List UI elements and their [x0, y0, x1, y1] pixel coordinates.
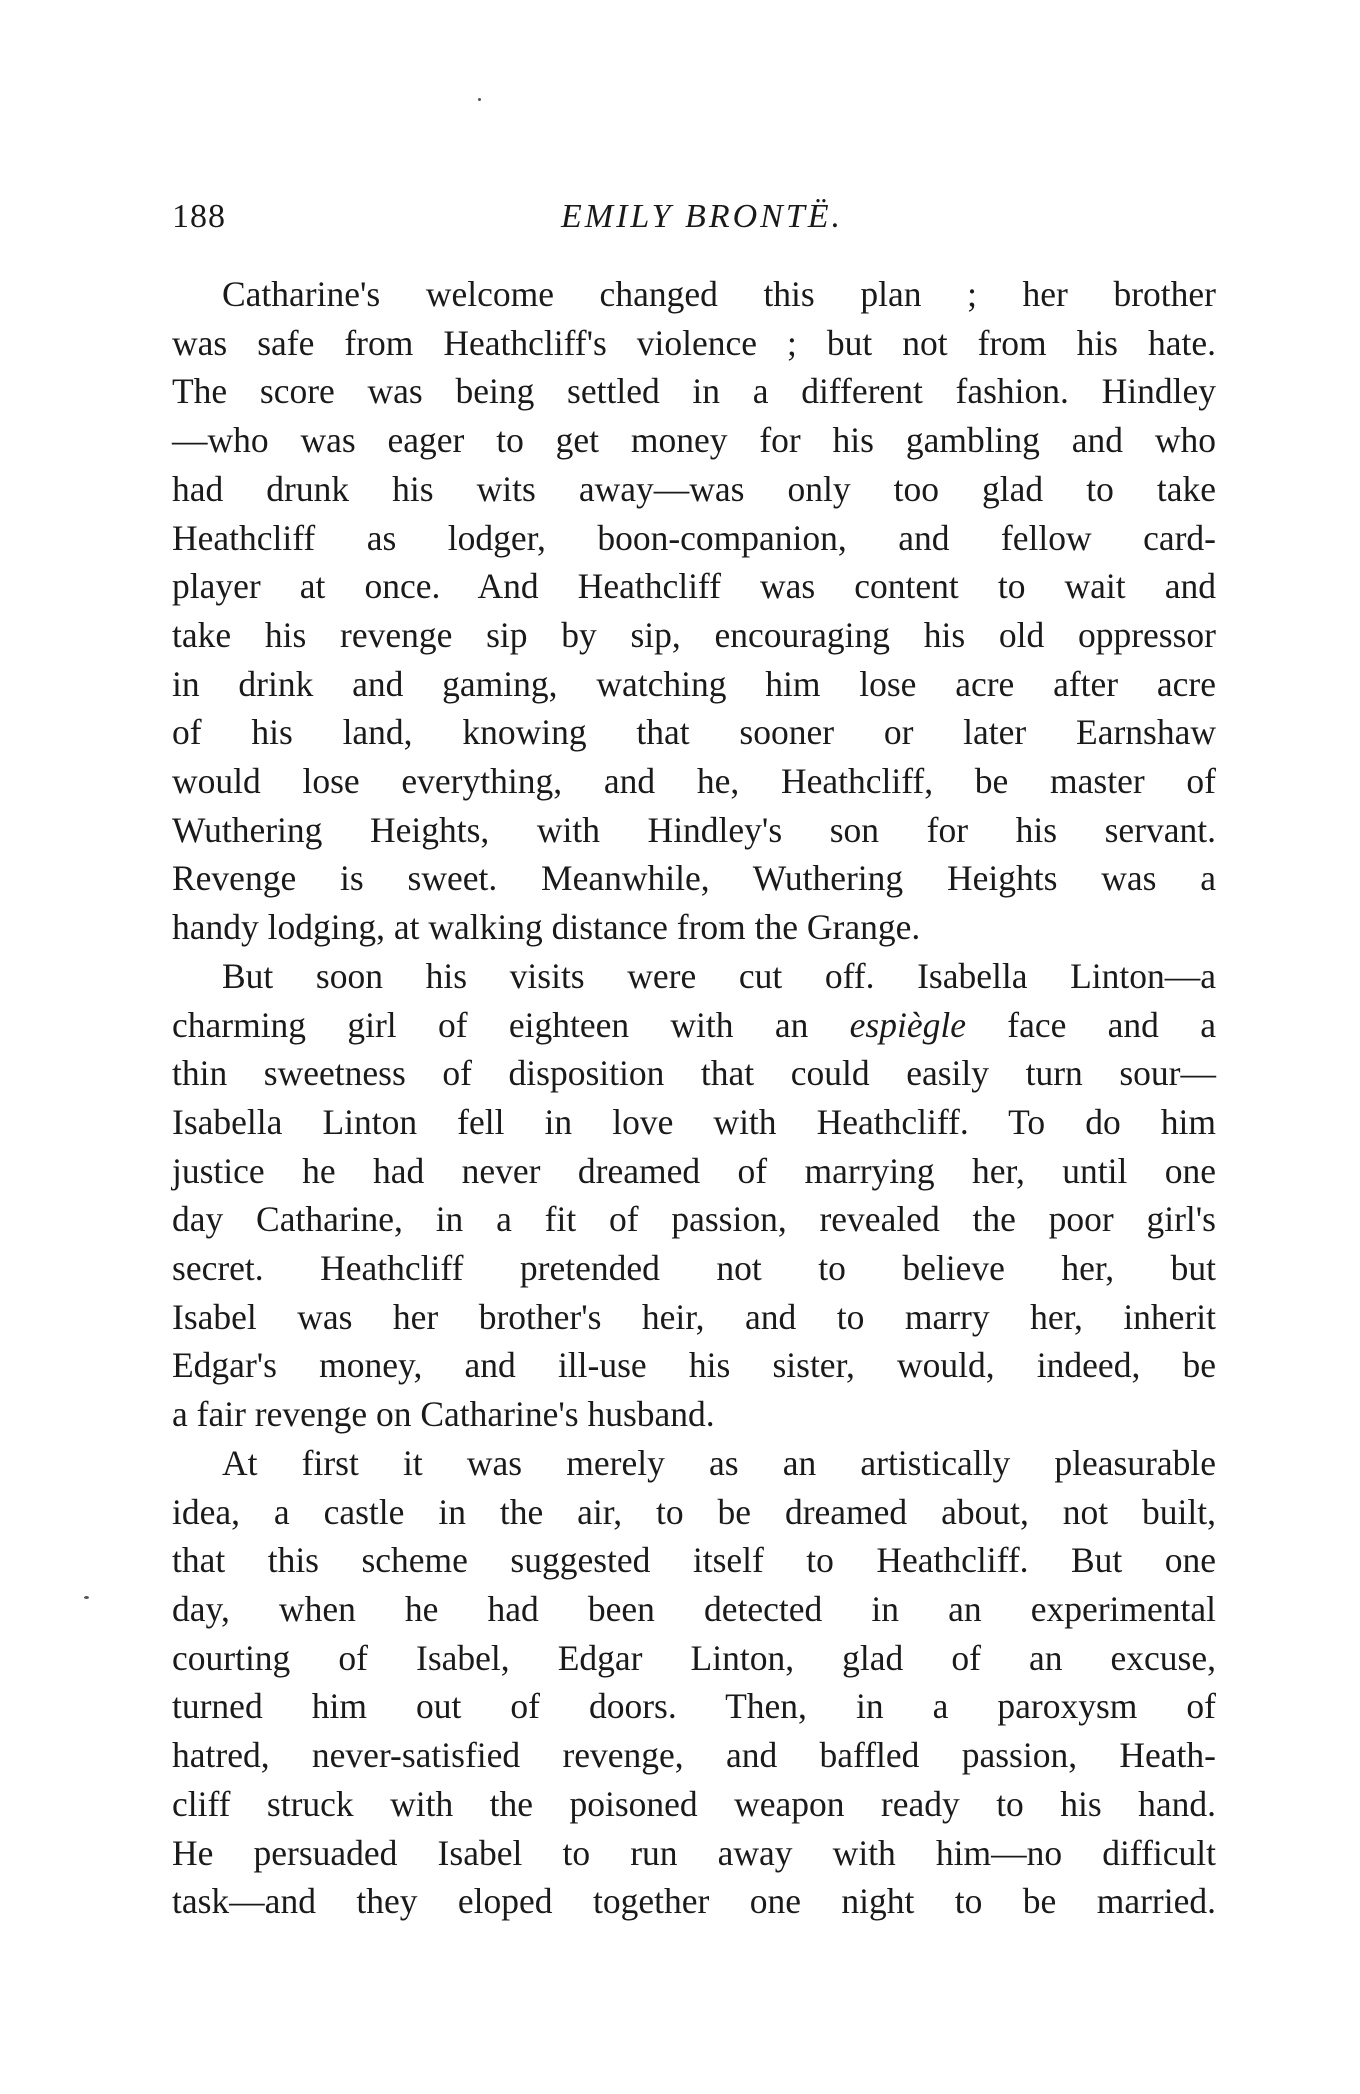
text-line: Edgar's money, and ill-use his sister, would, indeed, be: [172, 1345, 1216, 1386]
text-line: The score was being settled in a different fashion. Hindley: [172, 371, 1216, 412]
text-line: had drunk his wits away—was only too glad to take: [172, 468, 1216, 509]
text-line: was safe from Heathcliff's violence ; but not from his hate.: [172, 322, 1216, 363]
text-line: task—and they eloped together one night to be married.: [172, 1881, 1216, 1922]
body-text: [172, 270, 1216, 1926]
text-line: At first it was merely as an artistically pleasurable: [222, 1442, 1216, 1483]
text-line: a fair revenge on Catharine's husband.: [172, 1394, 715, 1435]
text-line: of his land, knowing that sooner or later Earnshaw: [172, 712, 1216, 753]
text-line: idea, a castle in the air, to be dreamed about, not built,: [172, 1491, 1216, 1532]
text-line: hatred, never-satisfied revenge, and baffled passion, Heath-: [172, 1735, 1216, 1776]
text-fragment: charming girl of eighteen with an: [172, 1004, 850, 1045]
page-header: [172, 198, 1212, 246]
text-line: would lose everything, and he, Heathcliff, be master of: [172, 761, 1216, 802]
text-line: Wuthering Heights, with Hindley's son for his servant.: [172, 809, 1216, 850]
text-line: handy lodging, at walking distance from the Grange.: [172, 907, 921, 948]
text-fragment: face and a: [965, 1004, 1217, 1045]
text-line: player at once. And Heathcliff was content to wait and: [172, 566, 1216, 607]
text-line: cliff struck with the poisoned weapon ready to his hand.: [172, 1783, 1216, 1824]
paragraph-3: [172, 1439, 1216, 1926]
text-line: But soon his visits were cut off. Isabella Linton—a: [222, 955, 1216, 996]
paragraph-2: [172, 952, 1216, 1439]
foreign-word: espiègle: [849, 1004, 966, 1045]
page-number: 188: [172, 198, 226, 235]
text-line: [172, 1001, 1216, 1050]
print-speck: [478, 98, 481, 101]
text-line: courting of Isabel, Edgar Linton, glad of an excuse,: [172, 1637, 1216, 1678]
text-line: that this scheme suggested itself to Heathcliff. But one: [172, 1540, 1216, 1581]
text-line: Catharine's welcome changed this plan ; her brother: [222, 274, 1216, 314]
text-line: thin sweetness of disposition that could easily turn sour—: [172, 1053, 1216, 1094]
text-line: secret. Heathcliff pretended not to believe her, but: [172, 1248, 1216, 1289]
text-line: Isabel was her brother's heir, and to marry her, inherit: [172, 1296, 1216, 1337]
running-title: EMILY BRONTË.: [561, 198, 843, 235]
paragraph-1: [172, 270, 1216, 952]
text-line: Heathcliff as lodger, boon-companion, and fellow card-: [172, 517, 1216, 558]
text-line: day Catharine, in a fit of passion, revealed the poor girl's: [172, 1199, 1216, 1240]
text-line: Isabella Linton fell in love with Heathcliff. To do him: [172, 1101, 1216, 1142]
text-line: in drink and gaming, watching him lose acre after acre: [172, 663, 1216, 704]
text-line: day, when he had been detected in an experimental: [172, 1588, 1216, 1629]
print-speck: [84, 1596, 89, 1599]
text-line: take his revenge sip by sip, encouraging his old oppressor: [172, 614, 1216, 655]
text-line: —who was eager to get money for his gambling and who: [172, 420, 1216, 461]
text-line: He persuaded Isabel to run away with him—no difficult: [172, 1832, 1216, 1873]
text-line: Revenge is sweet. Meanwhile, Wuthering Heights was a: [172, 858, 1216, 899]
text-line: turned him out of doors. Then, in a paroxysm of: [172, 1686, 1216, 1727]
text-line: justice he had never dreamed of marrying her, until one: [172, 1150, 1216, 1191]
